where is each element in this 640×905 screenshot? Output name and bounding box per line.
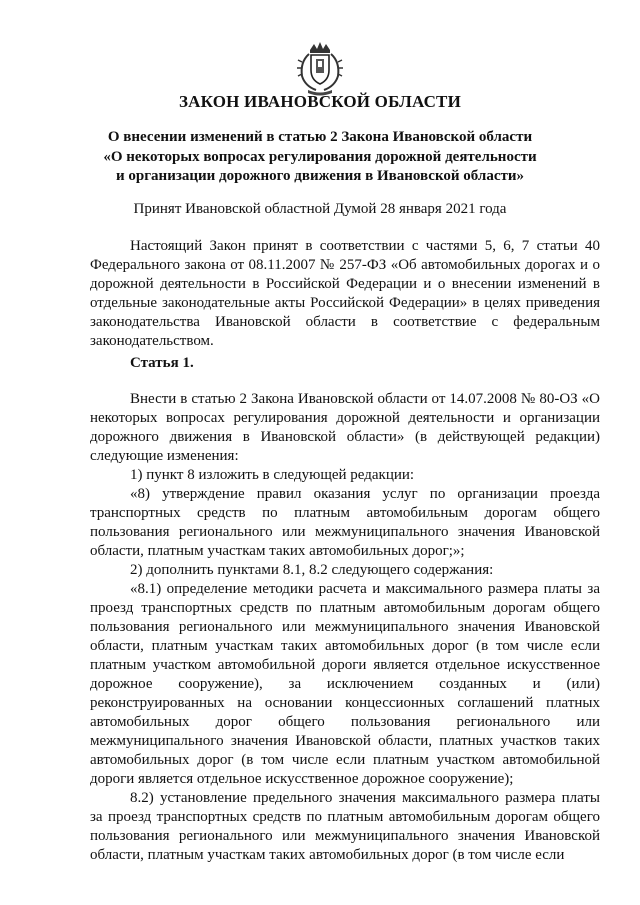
paragraph: «8.1) определение методики расчета и максимального размера платы за проезд транспортных средств по платным автомобильным дорогам общего пользования регионального или межмуниципального значения Ивановской области, платным участкам таких автомобильных дорог (в том числе если платным участком автомобильной дороги является отдельное искусственное дорожное сооружение), за исключением созданных и (или) реконструированных на основании концессионных соглашений платных автомобильных дорог общего пользования регионального или межмуниципального значения Ивановской области, платных участков таких автомобильных дорог (в том числе если платным участком автомобильной дороги является отдельное искусственное дорожное сооружение);	[90, 581, 600, 787]
coat-of-arms-icon	[296, 40, 344, 96]
adoption-note: Принят Ивановской областной Думой 28 января 2021 года	[133, 201, 507, 217]
paragraph: Внести в статью 2 Закона Ивановской области от 14.07.2008 № 80-ОЗ «О некоторых вопросах регулирования дорожной деятельности и организации дорожного движения в Ивановской области» (в действующей редакции) следующие изменения:	[90, 391, 600, 464]
intro-paragraph: Настоящий Закон принят в соответствии с частями 5, 6, 7 статьи 40 Федерального закона от 08.11.2007 № 257-ФЗ «Об автомобильных дорогах и о дорожной деятельности в Российской Федерации и о внесении изменений в отдельные законодательные акты Российской Федерации» в целях приведения законодательства Ивановской области в соответствие с федеральным законодательством.	[90, 238, 600, 349]
article-body	[90, 390, 600, 865]
article-heading: Статья 1.	[130, 355, 194, 371]
document-subtitle	[0, 128, 640, 187]
paragraph: 8.2) установление предельного значения максимального размера платы за проезд транспортных средств по платным автомобильным дорогам общего пользования регионального или межмуниципального значения Ивановской области, платным участкам таких автомобильных дорог (в том числе если	[90, 790, 600, 863]
paragraph: 2) дополнить пунктами 8.1, 8.2 следующего содержания:	[130, 562, 494, 578]
subtitle-line: и организации дорожного движения в Ивановской области»	[116, 168, 524, 184]
paragraph: 1) пункт 8 изложить в следующей редакции:	[130, 467, 415, 483]
subtitle-line: «О некоторых вопросах регулирования дорожной деятельности	[103, 148, 537, 165]
document-title: ЗАКОН ИВАНОВСКОЙ ОБЛАСТИ	[178, 92, 462, 111]
subtitle-line: О внесении изменений в статью 2 Закона Ивановской области	[107, 129, 533, 145]
paragraph: «8) утверждение правил оказания услуг по организации проезда транспортных средств по платным автомобильным дорогам общего пользования регионального или межмуниципального значения Ивановской области, платным участкам таких автомобильных дорог;»;	[90, 486, 600, 559]
